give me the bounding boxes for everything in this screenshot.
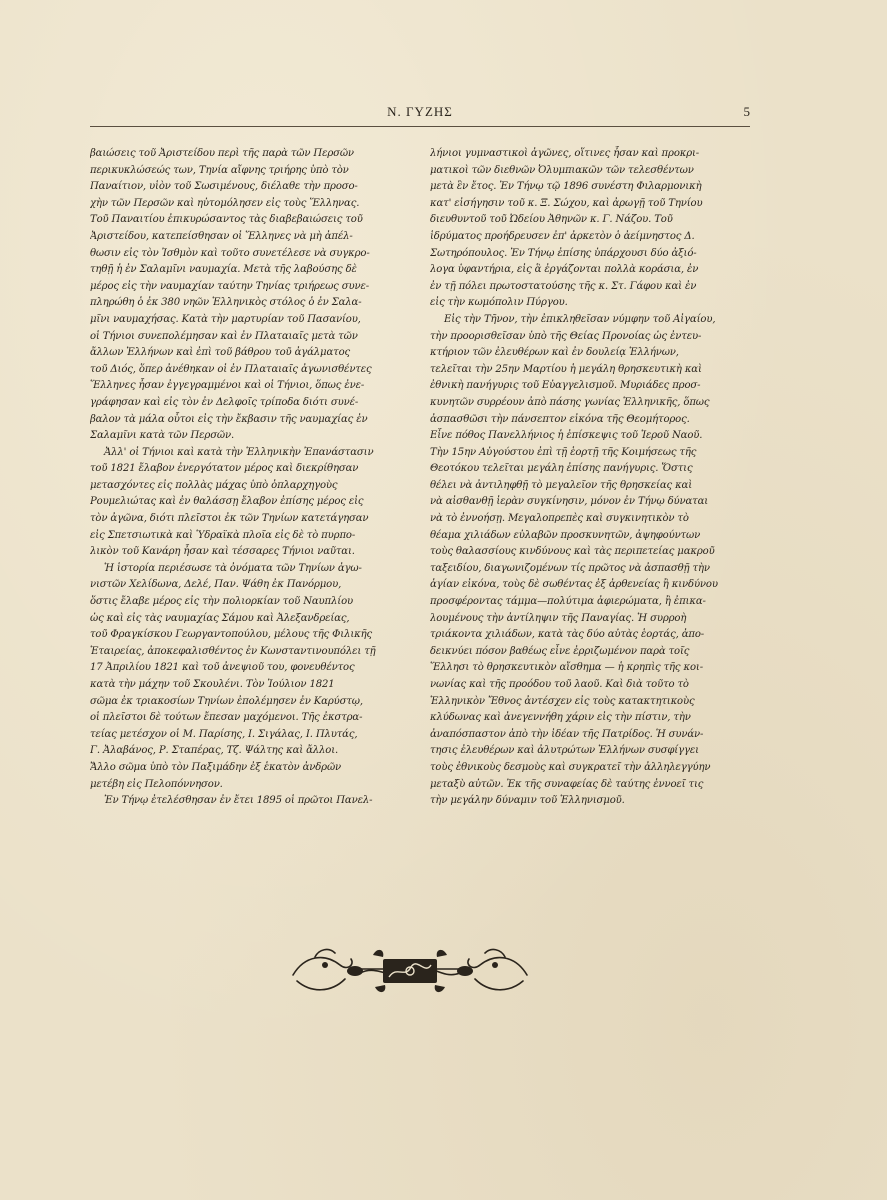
text-line: ἱδρύματος προήδρευσεν ἐπ' ἀρκετὸν ὁ ἀείμνηστος Δ. xyxy=(430,230,695,242)
text-line: μετὰ ἓν ἔτος. Ἐν Τήνῳ τῷ 1896 συνέστη Φιλαρμονικὴ xyxy=(430,181,702,193)
text-line: Τοῦ Παναιτίου ἐπικυρώσαντος τὰς διαβεβαιώσεις τοῦ xyxy=(90,214,363,226)
text-line: Ἀριστείδου, κατεπείσθησαν οἱ Ἕλληνες νὰ μὴ ἀπέλ- xyxy=(90,230,353,242)
text-line: 17 Ἀπριλίου 1821 καὶ τοῦ ἀνεψιοῦ του, φονευθέντος xyxy=(90,662,355,674)
text-line: τὴν προορισθεῖσαν ὑπὸ τῆς Θείας Προνοίας ὡς ἐντευ- xyxy=(430,330,702,342)
text-line: κλύδωνας καὶ ἀνεγεννήθη χάριν εἰς τὴν πίστιν, τὴν xyxy=(430,712,691,724)
text-line: εἰς τὴν κωμόπολιν Πύργου. xyxy=(430,297,568,309)
text-line: τοὺς ἐθνικοὺς δεσμοὺς καὶ συγκρατεῖ τὴν ἀλληλεγγύην xyxy=(430,761,711,773)
text-line: Θεοτόκου τελεῖται μεγάλη ἐπίσης πανήγυρις. Ὅστις xyxy=(430,463,693,475)
text-line: τριάκοντα χιλιάδων, κατὰ τὰς δύο αὐτὰς ἑορτάς, ἀπο- xyxy=(430,629,705,641)
text-line: ἐν τῇ πόλει πρωτοστατούσης τῆς κ. Στ. Γάφου καὶ ἐν xyxy=(430,280,697,292)
text-line: ὅστις ἔλαβε μέρος εἰς τὴν πολιορκίαν τοῦ Ναυπλίου xyxy=(90,596,353,608)
left-column xyxy=(90,146,400,810)
text-line: κατὰ τὴν μάχην τοῦ Σκουλένι. Τὸν Ἰούλιον 1821 xyxy=(90,679,335,690)
text-line: οἱ πλεῖστοι δὲ τούτων ἔπεσαν μαχόμενοι. Τῆς ἐκστρα- xyxy=(90,712,363,724)
text-line: οἱ Τήνιοι συνεπολέμησαν καὶ ἐν Πλαταιαῖς μετὰ τῶν xyxy=(90,330,358,342)
text-line: Εἰς τὴν Τῆνον, τὴν ἐπικληθεῖσαν νύμφην τοῦ Αἰγαίου, xyxy=(444,313,716,325)
text-line: Γ. Ἀλαβάνος, Ρ. Σταπέρας, Τζ. Ψάλτης καὶ ἄλλοι. xyxy=(90,745,339,757)
text-line: εἰς Σπετσιωτικὰ καὶ Ὑδραϊκὰ πλοῖα εἰς δὲ τὸ πυρπο- xyxy=(90,529,356,541)
text-line: τοῦ Διός, ὅπερ ἀνέθηκαν οἱ ἐν Πλαταιαῖς ἀγωνισθέντες xyxy=(90,363,372,375)
text-line: τηθῇ ἡ ἐν Σαλαμῖνι ναυμαχία. Μετὰ τῆς λαβούσης δὲ xyxy=(90,264,357,276)
text-line: περικυκλώσεώς των, Τηνία αἴφνης τριήρης ὑπὸ τὸν xyxy=(90,164,349,176)
text-line: προσφέροντας τάμμα—πολύτιμα ἀφιερώματα, ἢ ἐπικα- xyxy=(430,596,706,608)
text-line: Ἐν Τήνῳ ἐτελέσθησαν ἐν ἔτει 1895 οἱ πρῶτοι Πανελ- xyxy=(104,795,373,807)
text-line: κατ' εἰσήγησιν τοῦ κ. Ξ. Σώχου, καὶ ἀρωγῇ τοῦ Τηνίου xyxy=(430,197,703,209)
text-line: ταξειδίου, διαγωνιζομένων τίς πρῶτος νὰ ἀσπασθῇ τὴν xyxy=(430,562,710,574)
text-line: Ἀλλ' οἱ Τήνιοι καὶ κατὰ τὴν Ἑλληνικὴν Ἐπανάστασιν xyxy=(104,446,374,458)
text-line: μεταξὺ αὐτῶν. Ἐκ τῆς συναφείας δὲ ταύτης ἐννοεῖ τις xyxy=(430,778,704,790)
text-line: χὴν τῶν Περσῶν καὶ ηὐτομόλησεν εἰς τοὺς Ἕλληνας. xyxy=(90,197,360,209)
text-line: μῖνι ναυμαχήσας. Κατὰ τὴν μαρτυρίαν τοῦ Πασανίου, xyxy=(90,313,361,325)
right-column xyxy=(430,146,740,810)
text-line: λουμένους τὴν ἀντίληψιν τῆς Παναγίας. Ἡ συρροὴ xyxy=(430,612,687,624)
text-line: λήνιοι γυμναστικοὶ ἀγῶνες, οἵτινες ἦσαν καὶ προκρι- xyxy=(430,148,700,159)
text-line: σῶμα ἐκ τριακοσίων Τηνίων ἐπολέμησεν ἐν Καρύστῳ, xyxy=(90,695,363,707)
text-line: τοὺς θαλασσίους κινδύνους καὶ τὰς περιπετείας μακροῦ xyxy=(430,546,715,558)
text-line: Ἄλλο σῶμα ὑπὸ τὸν Παξιμάδην ἐξ ἑκατὸν ἀνδρῶν xyxy=(90,761,342,773)
text-line: Ἑλληνικὸν Ἔθνος ἀντέσχεν εἰς τοὺς κατακτητικοὺς xyxy=(430,695,695,707)
text-line: Ἡ ἱστορία περιέσωσε τὰ ὀνόματα τῶν Τηνίων ἀγω- xyxy=(104,562,362,574)
page-number: 5 xyxy=(743,104,750,119)
text-line: τὸν ἀγῶνα, διότι πλεῖστοι ἐκ τῶν Τηνίων κατετάγησαν xyxy=(90,513,369,525)
text-line: Σαλαμῖνι κατὰ τῶν Περσῶν. xyxy=(90,430,235,442)
floral-tailpiece-icon xyxy=(285,935,535,1005)
text-line: ἀναπόσπαστον ἀπὸ τὴν ἰδέαν τῆς Πατρίδος. Ἡ συνάν- xyxy=(430,728,704,740)
text-line: Ἕλληνες ἦσαν ἐγγεγραμμένοι καὶ οἱ Τήνιοι, ὅπως ἐνε- xyxy=(90,380,365,392)
text-line: γράφησαν καὶ εἰς τὸν ἐν Δελφοῖς τρίποδα διότι συνέ- xyxy=(90,396,359,408)
text-line: ματικοὶ τῶν διεθνῶν Ὀλυμπιακῶν τῶν τελεσθέντων xyxy=(430,164,694,176)
text-line: Παναίτιον, υἱὸν τοῦ Σωσιμένους, διέλαθε τὴν προσο- xyxy=(90,181,358,193)
text-line: λικὸν τοῦ Κανάρη ἦσαν καὶ τέσσαρες Τήνιοι ναῦται. xyxy=(90,546,355,558)
text-line: ἀσπασθῶσι τὴν πάνσεπτον εἰκόνα τῆς Θεομήτορος. xyxy=(430,413,690,425)
text-line: κυνητῶν συρρέουν ἀπὸ πάσης γωνίας Ἑλληνικῆς, ὅπως xyxy=(430,396,710,408)
text-line: λογα ὑφαντήρια, εἰς ἃ ἐργάζονται πολλὰ κοράσια, ἐν xyxy=(430,264,699,276)
text-line: νὰ τὸ ἐννοήσῃ. Μεγαλοπρεπὲς καὶ συγκινητικὸν τὸ xyxy=(430,513,689,525)
text-line: τησις ἐλευθέρων καὶ ἀλυτρώτων Ἑλλήνων συσφίγγει xyxy=(430,745,699,757)
text-line: θωσιν εἰς τὸν Ἰσθμὸν καὶ τοῦτο συνετέλεσε νὰ συγκρο- xyxy=(90,247,370,259)
text-line: ἄλλων Ἑλλήνων καὶ ἐπὶ τοῦ βάθρου τοῦ ἀγάλματος xyxy=(90,347,350,359)
text-line: τελεῖται τὴν 25ην Μαρτίου ἡ μεγάλη θρησκευτικὴ καὶ xyxy=(430,363,702,375)
text-line: τοῦ 1821 ἔλαβον ἐνεργότατον μέρος καὶ διεκρίθησαν xyxy=(90,463,359,475)
text-line: Ἑταιρείας, ἀποκεφαλισθέντος ἐν Κωνσταντινουπόλει τῇ xyxy=(90,645,376,657)
text-line: ὡς καὶ εἰς τὰς ναυμαχίας Σάμου καὶ Ἀλεξανδρείας, xyxy=(90,612,350,624)
text-line: Σωτηρόπουλος. Ἐν Τήνῳ ἐπίσης ὑπάρχουσι δύο ἀξιό- xyxy=(430,247,697,259)
text-line: δεικνύει πόσον βαθέως εἶνε ἐρριζωμένον παρὰ τοῖς xyxy=(430,645,690,657)
text-line: τὴν μεγάλην δύναμιν τοῦ Ἑλληνισμοῦ. xyxy=(430,795,625,807)
text-line: Ἕλλησι τὸ θρησκευτικὸν αἴσθημα — ἡ κρηπὶς τῆς κοι- xyxy=(430,662,703,674)
text-line: μετέβη εἰς Πελοπόννησον. xyxy=(90,778,223,790)
text-line: Τὴν 15ην Αὐγούστου ἐπὶ τῇ ἑορτῇ τῆς Κοιμήσεως τῆς xyxy=(430,446,697,458)
text-line: τείας μετέσχον οἱ Μ. Παρίσης, Ι. Σιγάλας, Ι. Πλυτάς, xyxy=(90,728,358,740)
header-title: Ν. ΓΥΖΗΣ xyxy=(387,104,453,119)
text-line: βαλον τὰ μάλα οὗτοι εἰς τὴν ἔκβασιν τῆς ναυμαχίας ἐν xyxy=(90,413,368,425)
text-line: νωνίας καὶ τῆς προόδου τοῦ λαοῦ. Καὶ διὰ τοῦτο τὸ xyxy=(430,679,689,690)
text-line: βαιώσεις τοῦ Ἀριστείδου περὶ τῆς παρὰ τῶν Περσῶν xyxy=(90,148,354,159)
text-line: διευθυντοῦ τοῦ Ὠδείου Ἀθηνῶν κ. Γ. Νάζου. Τοῦ xyxy=(430,214,673,226)
text-line: Εἶνε πόθος Πανελλήνιος ἡ ἐπίσκεψις τοῦ Ἱεροῦ Ναοῦ. xyxy=(430,430,703,442)
text-line: τοῦ Φραγκίσκου Γεωργαντοπούλου, μέλους τῆς Φιλικῆς xyxy=(90,629,373,641)
text-line: θέαμα χιλιάδων εὐλαβῶν προσκυνητῶν, ἀψηφούντων xyxy=(430,529,701,541)
text-line: μετασχόντες εἰς πολλὰς μάχας ὑπὸ ὁπλαρχηγοὺς xyxy=(90,479,338,491)
text-line: κτήριον τῶν ἐλευθέρων καὶ ἐν δουλείᾳ Ἑλλήνων, xyxy=(430,347,679,359)
text-line: μέρος εἰς τὴν ναυμαχίαν ταύτην Τηνίας τριήρεως συνε- xyxy=(90,280,369,292)
text-line: νὰ αἰσθανθῇ ἱερὰν συγκίνησιν, μόνον ἐν Τήνῳ δύναται xyxy=(430,496,709,508)
text-line: νιστῶν Χελίδωνα, Δελέ, Παν. Ψάθη ἐκ Πανόρμου, xyxy=(90,579,342,591)
running-header xyxy=(90,100,750,127)
text-line: πληρώθη ὁ ἐκ 380 νηῶν Ἑλληνικὸς στόλος ὁ ἐν Σαλα- xyxy=(90,297,362,309)
text-line: θέλει νὰ ἀντιληφθῇ τὸ μεγαλεῖον τῆς θρησκείας καὶ xyxy=(430,479,693,491)
text-line: Ρουμελιώτας καὶ ἐν θαλάσσῃ ἔλαβον ἐπίσης μέρος εἰς xyxy=(90,496,364,508)
text-line: ἁγίαν εἰκόνα, τοὺς δὲ σωθέντας ἐξ ἀρθενείας ἢ κινδύνου xyxy=(430,579,718,591)
text-line: ἐθνικὴ πανήγυρις τοῦ Εὐαγγελισμοῦ. Μυριάδες προσ- xyxy=(430,380,701,392)
